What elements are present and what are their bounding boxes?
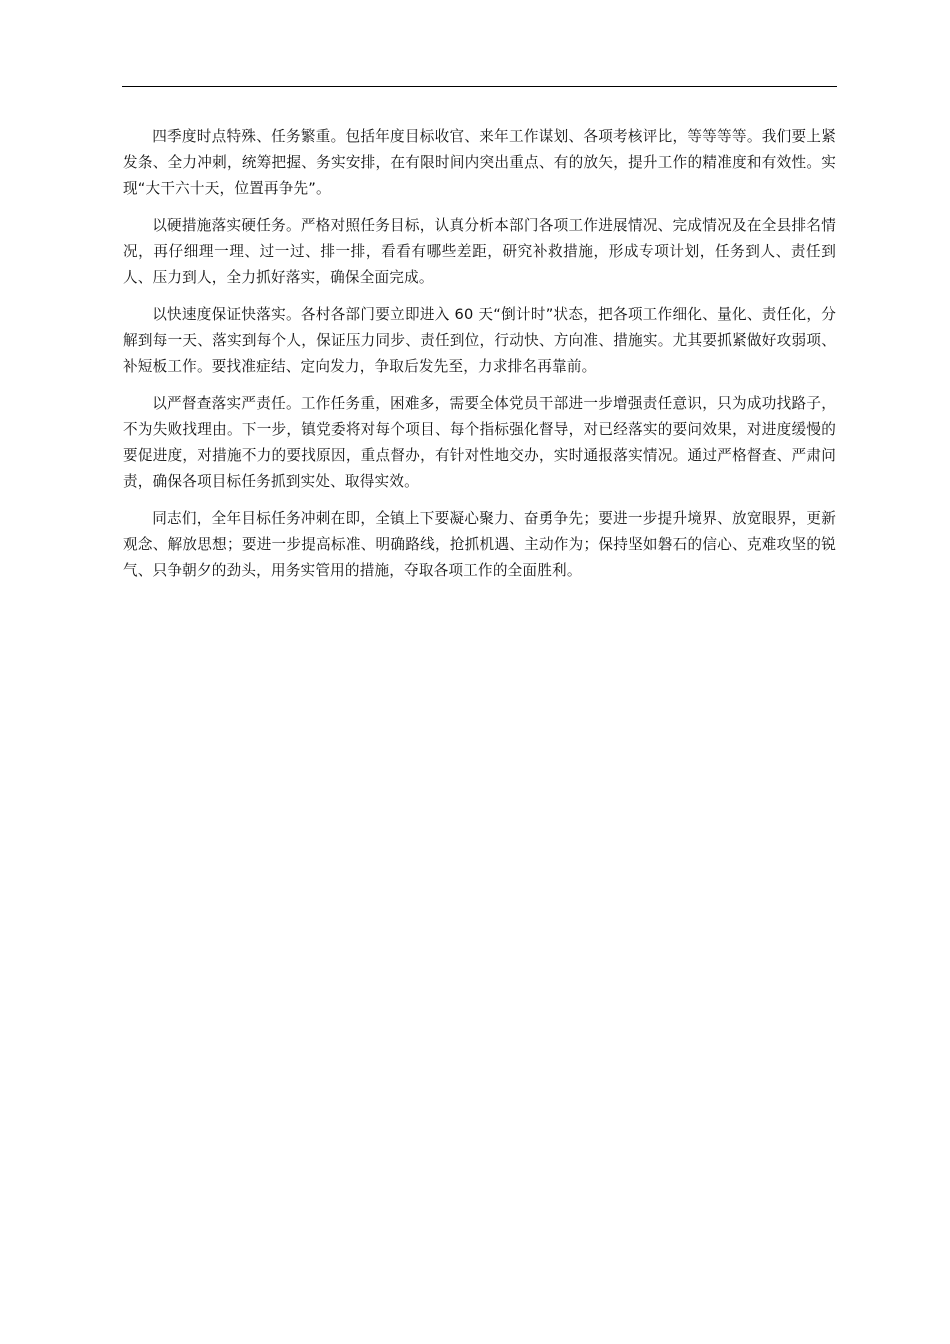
paragraph-hard-measures: 以硬措施落实硬任务。严格对照任务目标，认真分析本部门各项工作进展情况、完成情况及在全县排名情况，再仔细理一理、过一过、排一排，看看有哪些差距，研究补救措施，形成专项计划，任务到人、责任到人、压力到人，全力抓好落实，确保全面完成。 [123,217,836,286]
document-body [123,124,836,595]
paragraph-q4-priorities: 四季度时点特殊、任务繁重。包括年度目标收官、来年工作谋划、各项考核评比，等等等等。我们要上紧发条、全力冲刺，统筹把握、务实安排，在有限时间内突出重点、有的放矢，提升工作的精准度和有效性。实现“大干六十天，位置再争先”。 [123,128,836,197]
paragraph-closing-remarks: 同志们，全年目标任务冲刺在即，全镇上下要凝心聚力、奋勇争先；要进一步提升境界、放宽眼界，更新观念、解放思想；要进一步提高标准、明确路线，抢抓机遇、主动作为；保持坚如磐石的信心、克难攻坚的锐气、只争朝夕的劲头，用务实管用的措施，夺取各项工作的全面胜利。 [123,510,836,579]
header-rule [122,86,837,87]
paragraph-fast-speed: 以快速度保证快落实。各村各部门要立即进入 60 天“倒计时”状态，把各项工作细化、量化、责任化，分解到每一天、落实到每个人，保证压力同步、责任到位，行动快、方向准、措施实。尤其要抓紧做好攻弱项、补短板工作。要找准症结、定向发力，争取后发先至，力求排名再靠前。 [123,306,836,375]
paragraph-strict-supervision: 以严督查落实严责任。工作任务重，困难多，需要全体党员干部进一步增强责任意识，只为成功找路子，不为失败找理由。下一步，镇党委将对每个项目、每个指标强化督导，对已经落实的要问效果，对进度缓慢的要促进度，对措施不力的要找原因，重点督办，有针对性地交办，实时通报落实情况。通过严格督查、严肃问责，确保各项目标任务抓到实处、取得实效。 [123,395,836,490]
